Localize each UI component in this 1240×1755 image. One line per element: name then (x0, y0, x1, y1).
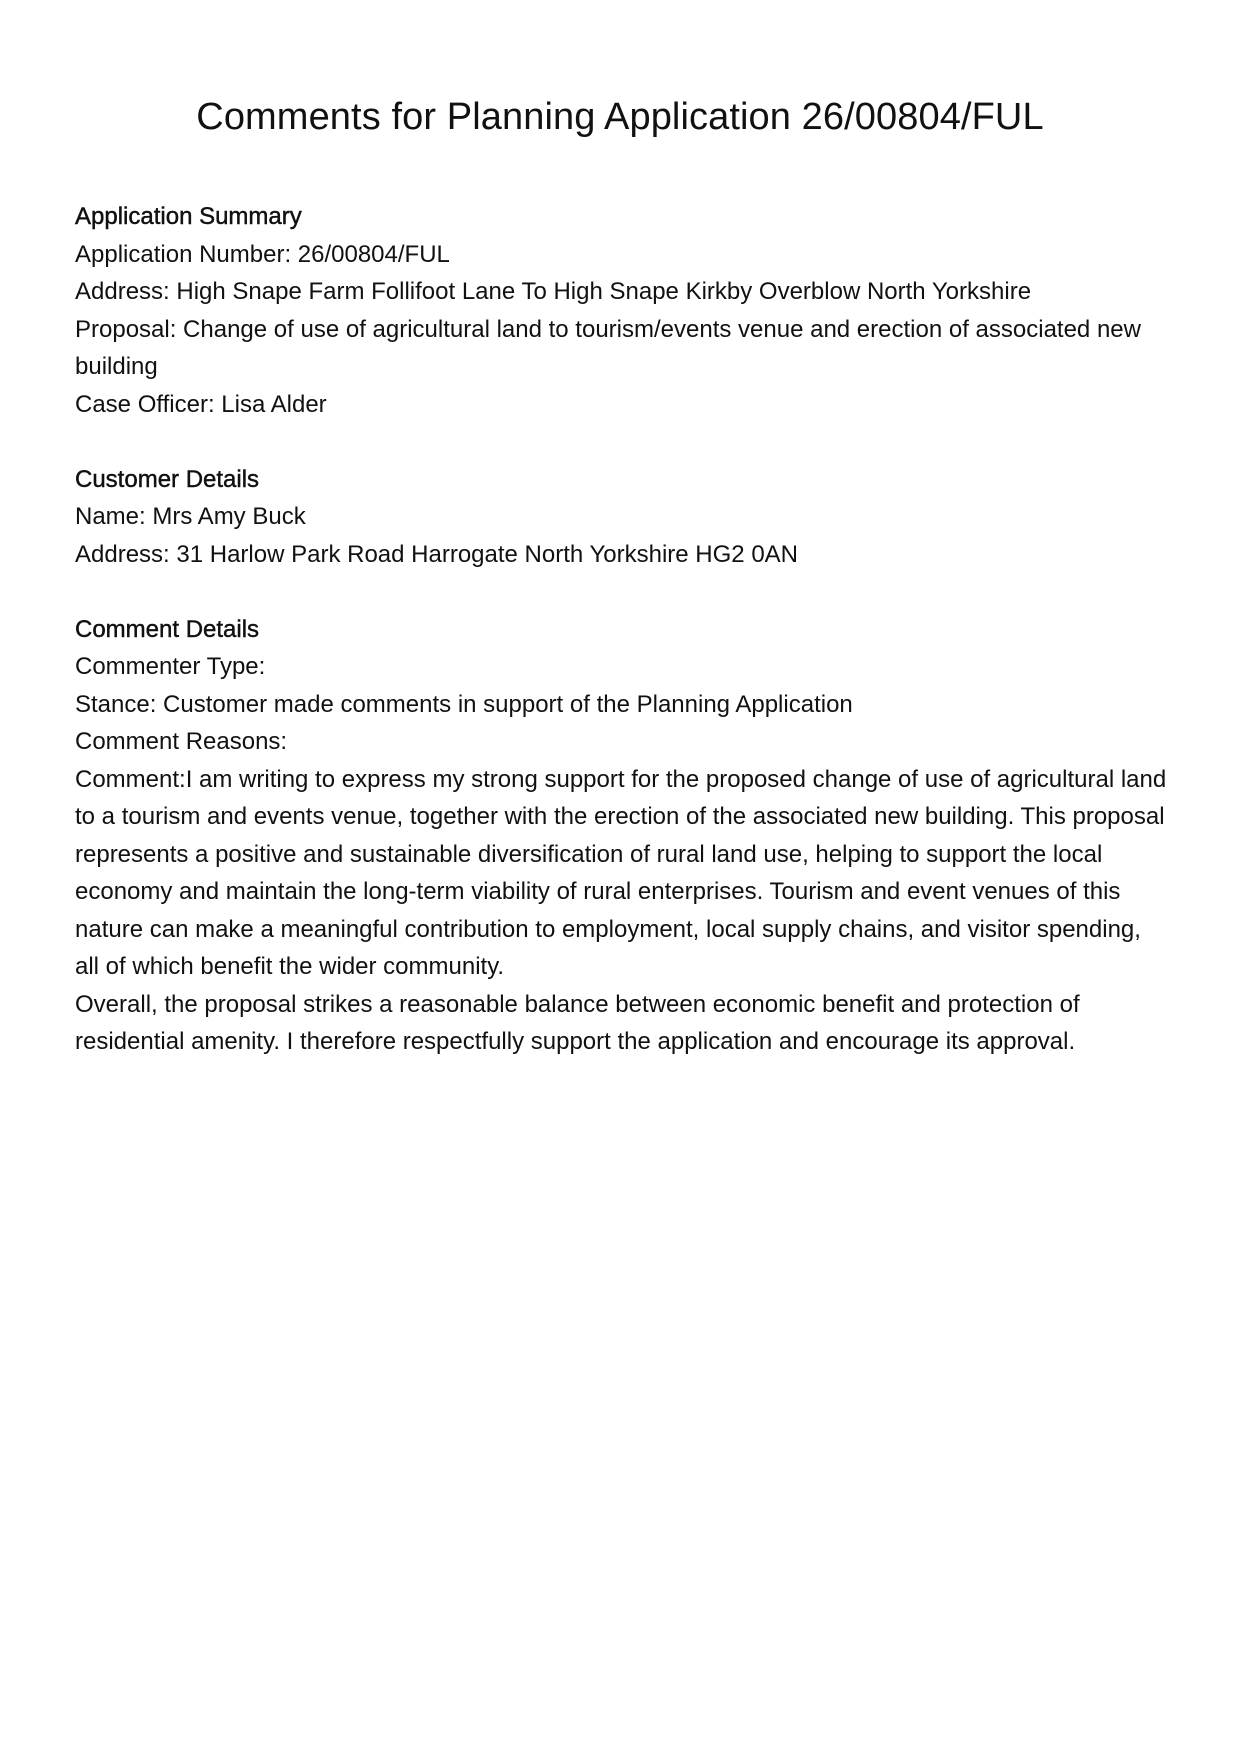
customer-address: Address: 31 Harlow Park Road Harrogate North Yorkshire HG2 0AN (75, 540, 798, 568)
case-officer: Case Officer: Lisa Alder (75, 390, 327, 418)
comment-stance: Stance: Customer made comments in support of the Planning Application (75, 690, 853, 718)
comment-details-section (75, 611, 1170, 1061)
customer-details-section (75, 461, 1170, 574)
customer-details-heading: Customer Details (75, 465, 260, 493)
page-title: Comments for Planning Application 26/00804/FUL (196, 96, 1044, 138)
commenter-type: Commenter Type: (75, 653, 266, 680)
application-summary-heading: Application Summary (75, 203, 302, 230)
application-proposal: Proposal: Change of use of agricultural land to tourism/events venue and erection of associated new building (75, 315, 1141, 380)
application-number: Application Number: 26/00804/FUL (75, 240, 450, 268)
application-summary-section (75, 198, 1170, 423)
comment-text: Comment:I am writing to express my strong support for the proposed change of use of agricultural land to a tourism and events venue, together with the erection of the associated new building. This proposal represents a positive and sustainable diversification of rural land use, helping to support the local economy and maintain the long-term viability of rural enterprises. Tourism and event venues of this nature can make a meaningful contribution to employment, local supply chains, and visitor spending, all of which benefit the wider community. (75, 765, 1167, 980)
comment-text-conclusion: Overall, the proposal strikes a reasonable balance between economic benefit and protection of residential amenity. I therefore respectfully support the application and encourage its approval. (75, 990, 1080, 1055)
comment-details-heading: Comment Details (75, 615, 260, 643)
customer-name: Name: Mrs Amy Buck (75, 503, 306, 530)
comment-reasons: Comment Reasons: (75, 728, 288, 755)
application-address: Address: High Snape Farm Follifoot Lane To High Snape Kirkby Overblow North Yorkshire (75, 278, 1032, 305)
document-body (75, 198, 1170, 1098)
